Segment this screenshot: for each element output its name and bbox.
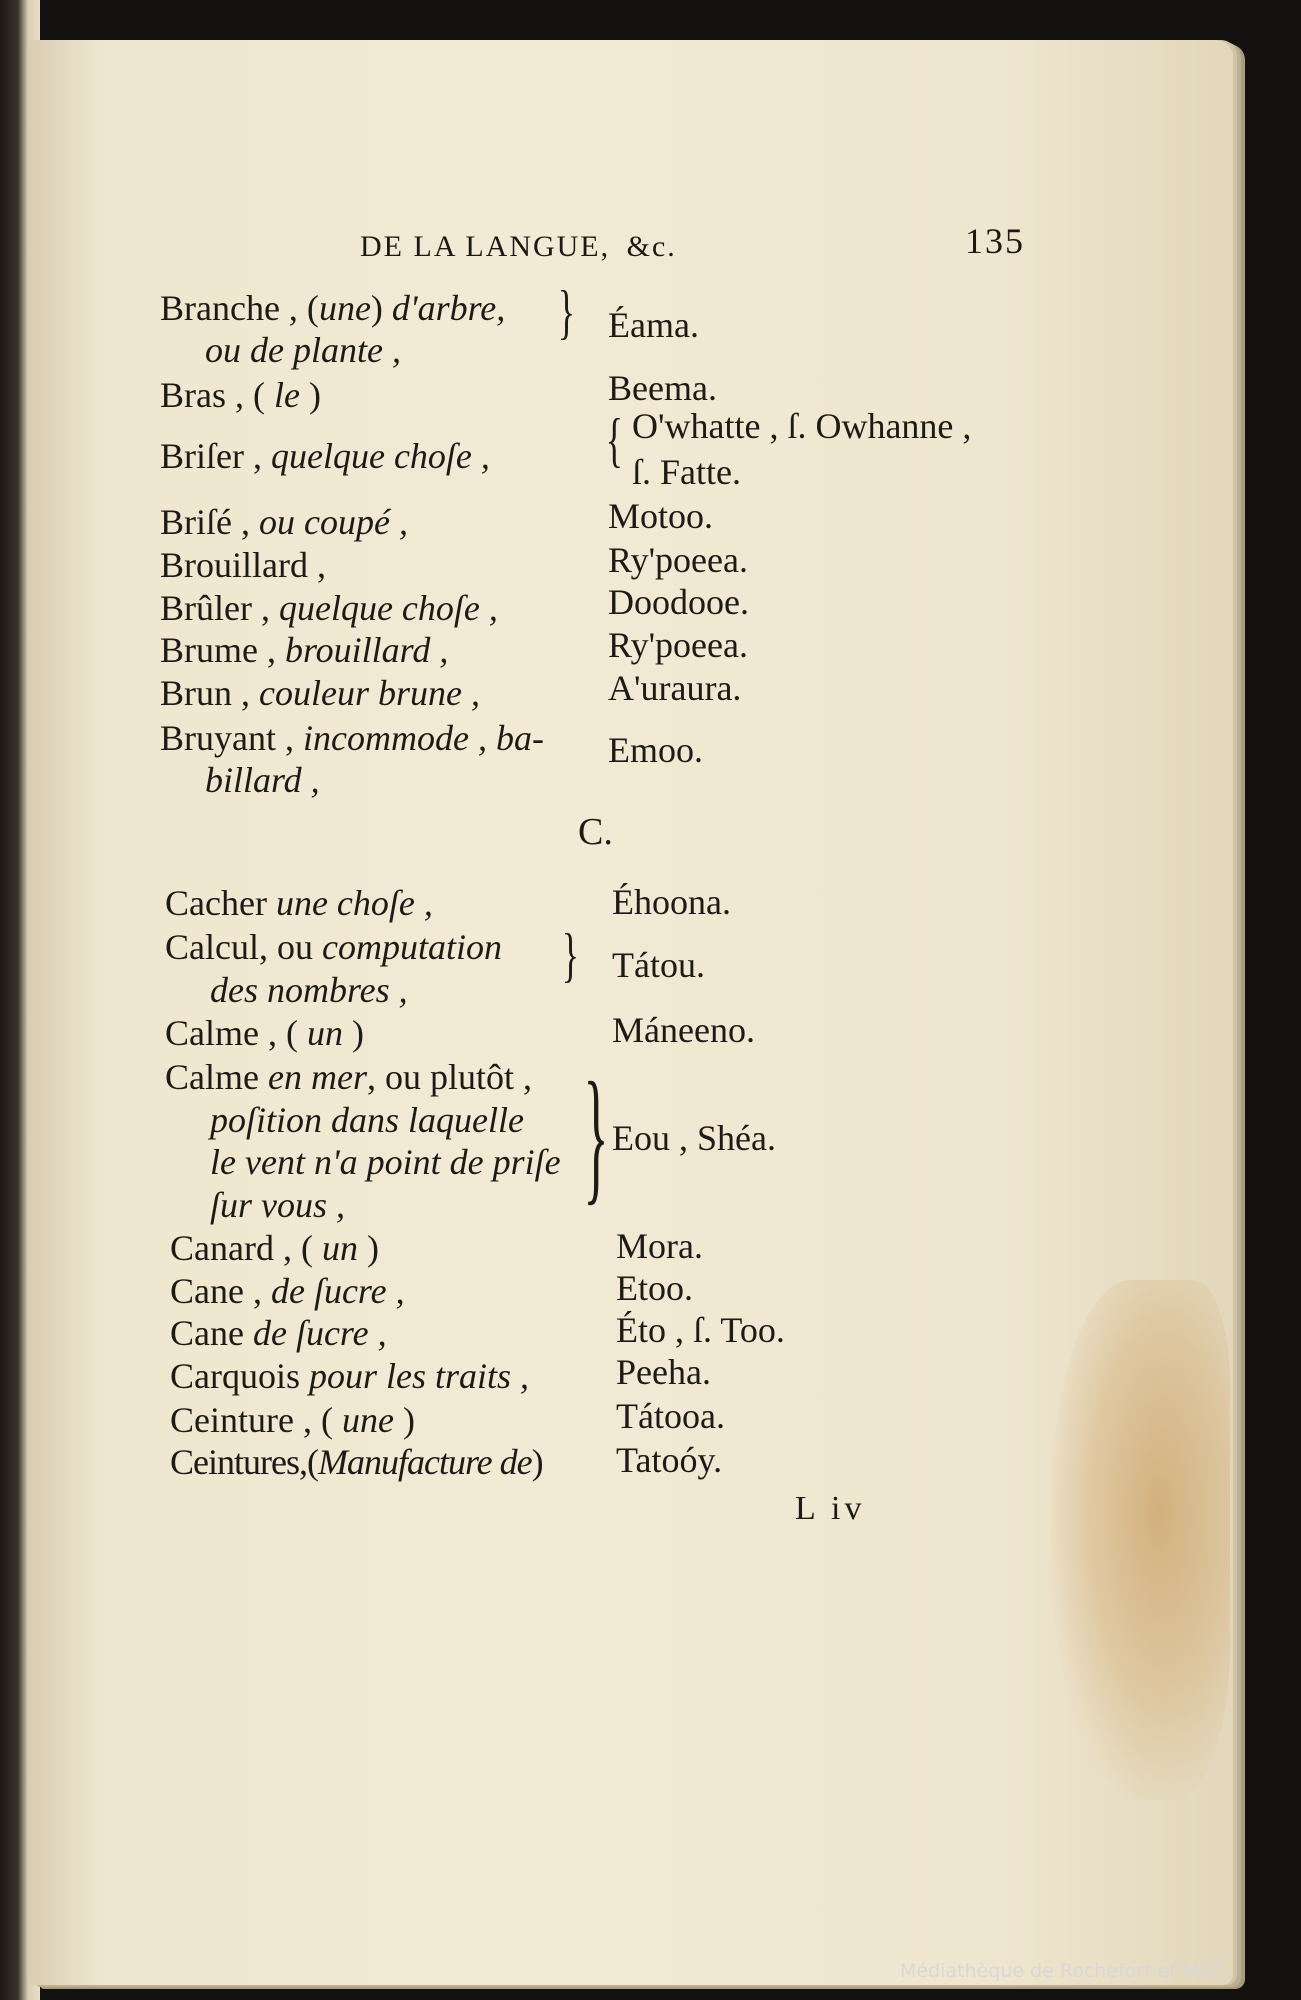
entry-tahitian: Eou , Shéa.	[612, 1118, 776, 1158]
entry-fr: Brûler , quelque choſe ,	[160, 588, 498, 628]
entry-fr: Cacher une choſe ,	[165, 883, 433, 923]
entry-fr-cont: des nombres ,	[210, 970, 408, 1010]
brace: }	[583, 1052, 609, 1218]
entry-fr: Brouillard ,	[160, 545, 326, 585]
entry-fr: Carquois pour les traits ,	[170, 1356, 530, 1396]
image-credit: Médiathèque de Rochefort et MAP	[900, 1960, 1224, 1982]
entry-tahitian: Máneeno.	[612, 1010, 755, 1050]
entry-fr: Brume , brouillard ,	[160, 630, 449, 670]
entry-tahitian: Ry'poeea.	[608, 540, 748, 580]
entry-fr: Briſer , quelque choſe ,	[160, 436, 490, 476]
entry-fr-cont: ou de plante ,	[205, 330, 401, 370]
entry-tahitian: O'whatte , ſ. Owhanne ,	[632, 406, 972, 446]
entry-tahitian: Mora.	[616, 1226, 703, 1266]
entry-fr: Cane , de ſucre ,	[170, 1271, 405, 1311]
entry-fr: Cane de ſucre ,	[170, 1313, 387, 1353]
entry-tahitian-alt: ſ. Fatte.	[632, 452, 741, 492]
signature-mark: L iv	[795, 1490, 866, 1527]
entry-fr: Bruyant , incommode , ba-	[160, 718, 544, 758]
entry-fr: Canard , ( un )	[170, 1228, 379, 1268]
entry-fr: Calme en mer, ou plutôt ,	[165, 1057, 532, 1097]
section-letter: C.	[578, 811, 613, 853]
running-title-suffix: &c.	[626, 230, 677, 263]
running-title: DE LA LANGUE, &c.	[360, 230, 677, 263]
entry-fr: Brun , couleur brune ,	[160, 673, 480, 713]
entry-tahitian: A'uraura.	[608, 668, 742, 708]
entry-tahitian: Éhoona.	[612, 882, 731, 922]
entry-tahitian: Ry'poeea.	[608, 625, 748, 665]
entry-fr: Briſé , ou coupé ,	[160, 502, 408, 542]
entry-fr-cont: le vent n'a point de priſe	[210, 1142, 561, 1182]
brace: {	[605, 407, 624, 473]
brace: }	[561, 922, 580, 988]
entry-tahitian: Tatoóy.	[616, 1440, 723, 1480]
brace: }	[557, 279, 576, 345]
entry-fr: Calcul, ou computation	[165, 927, 502, 967]
entry-tahitian: Emoo.	[608, 730, 703, 770]
entry-tahitian: Peeha.	[616, 1352, 711, 1392]
entry-fr: Calme , ( un )	[165, 1013, 364, 1053]
entry-tahitian: Doodooe.	[608, 582, 749, 622]
entry-fr-cont: ſur vous ,	[210, 1185, 345, 1225]
entry-tahitian: Tátooa.	[616, 1396, 725, 1436]
entry-fr-cont: billard ,	[205, 760, 320, 800]
entry-fr: Branche , (une) d'arbre,	[160, 288, 506, 328]
entry-tahitian: Beema.	[608, 368, 717, 408]
entry-tahitian: Etoo.	[616, 1268, 693, 1308]
entry-fr: Bras , ( le )	[160, 375, 321, 415]
entry-tahitian: Tátou.	[612, 945, 705, 985]
entry-tahitian: Motoo.	[608, 496, 714, 536]
entry-tahitian: Éama.	[608, 305, 699, 345]
page-number: 135	[965, 221, 1025, 261]
entry-tahitian: Éto , ſ. Too.	[616, 1310, 785, 1350]
entry-fr: Ceintures,(Manufacture de)	[170, 1442, 543, 1482]
entry-fr: Ceinture , ( une )	[170, 1400, 415, 1440]
water-stain	[1050, 1280, 1230, 1800]
entry-fr-cont: poſition dans laquelle	[210, 1100, 524, 1140]
